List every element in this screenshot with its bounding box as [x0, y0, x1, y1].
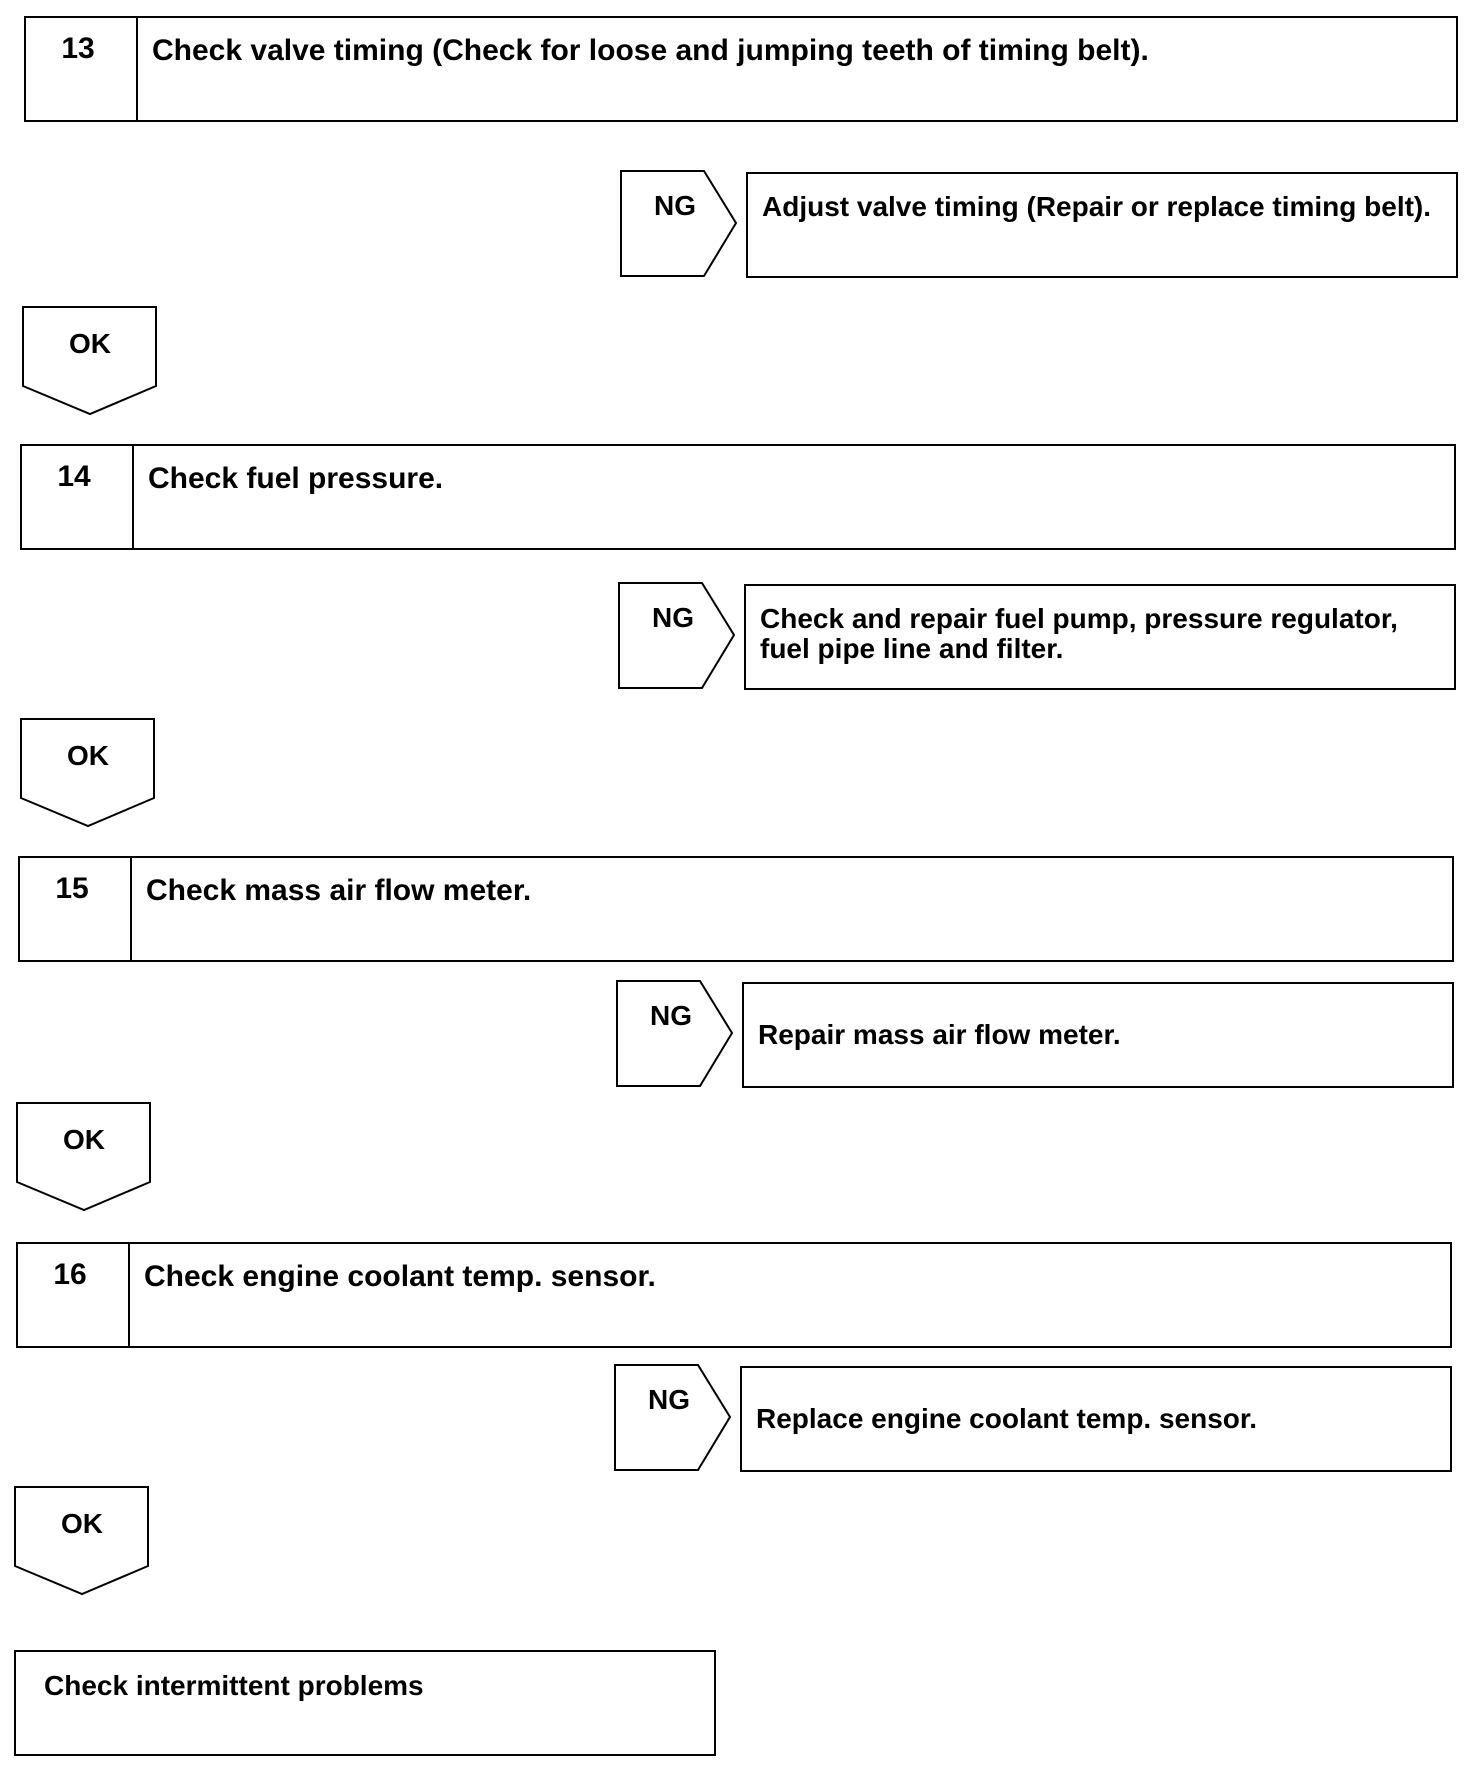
ok-arrow	[20, 718, 160, 830]
step-text: Check valve timing (Check for loose and jumping teeth of timing belt).	[152, 34, 1149, 67]
ng-arrow	[618, 582, 738, 690]
final-action-box: Check intermittent problems	[14, 1650, 716, 1756]
ng-arrow	[616, 980, 736, 1088]
step-number: 15	[20, 858, 132, 960]
ng-arrow	[620, 170, 740, 278]
ng-label: NG	[648, 1384, 690, 1415]
step-text: Check engine coolant temp. sensor.	[144, 1260, 656, 1293]
step-number: 14	[22, 446, 134, 548]
ng-arrow-shape	[620, 170, 740, 278]
ng-arrow-shape	[618, 582, 738, 690]
step-number: 16	[18, 1244, 130, 1346]
ng-label: NG	[650, 1000, 692, 1031]
step-13-box	[24, 16, 1458, 122]
ng-action-box: Replace engine coolant temp. sensor.	[740, 1366, 1452, 1472]
ng-arrow-shape	[614, 1364, 734, 1472]
ok-arrow-shape	[14, 1486, 154, 1598]
step-text: Check fuel pressure.	[148, 462, 444, 495]
ng-arrow-shape	[616, 980, 736, 1088]
ok-label: OK	[67, 740, 109, 771]
ng-action-box: Repair mass air flow meter.	[742, 982, 1454, 1088]
ng-label: NG	[652, 602, 694, 633]
step-text: Check mass air flow meter.	[146, 874, 532, 907]
step-15-box	[18, 856, 1454, 962]
ok-arrow-shape	[20, 718, 160, 830]
ng-label: NG	[654, 190, 696, 221]
ok-label: OK	[69, 328, 111, 359]
ok-arrow	[16, 1102, 156, 1214]
ok-arrow-shape	[16, 1102, 156, 1214]
ok-label: OK	[61, 1508, 103, 1539]
ok-arrow	[22, 306, 162, 418]
ok-label: OK	[63, 1124, 105, 1155]
ok-arrow	[14, 1486, 154, 1598]
step-number: 13	[26, 18, 138, 120]
ng-arrow	[614, 1364, 734, 1472]
step-14-box	[20, 444, 1456, 550]
ng-action-box: Adjust valve timing (Repair or replace timing belt).	[746, 172, 1458, 278]
ok-arrow-shape	[22, 306, 162, 418]
ng-action-box: Check and repair fuel pump, pressure regulator, fuel pipe line and filter.	[744, 584, 1456, 690]
step-16-box	[16, 1242, 1452, 1348]
